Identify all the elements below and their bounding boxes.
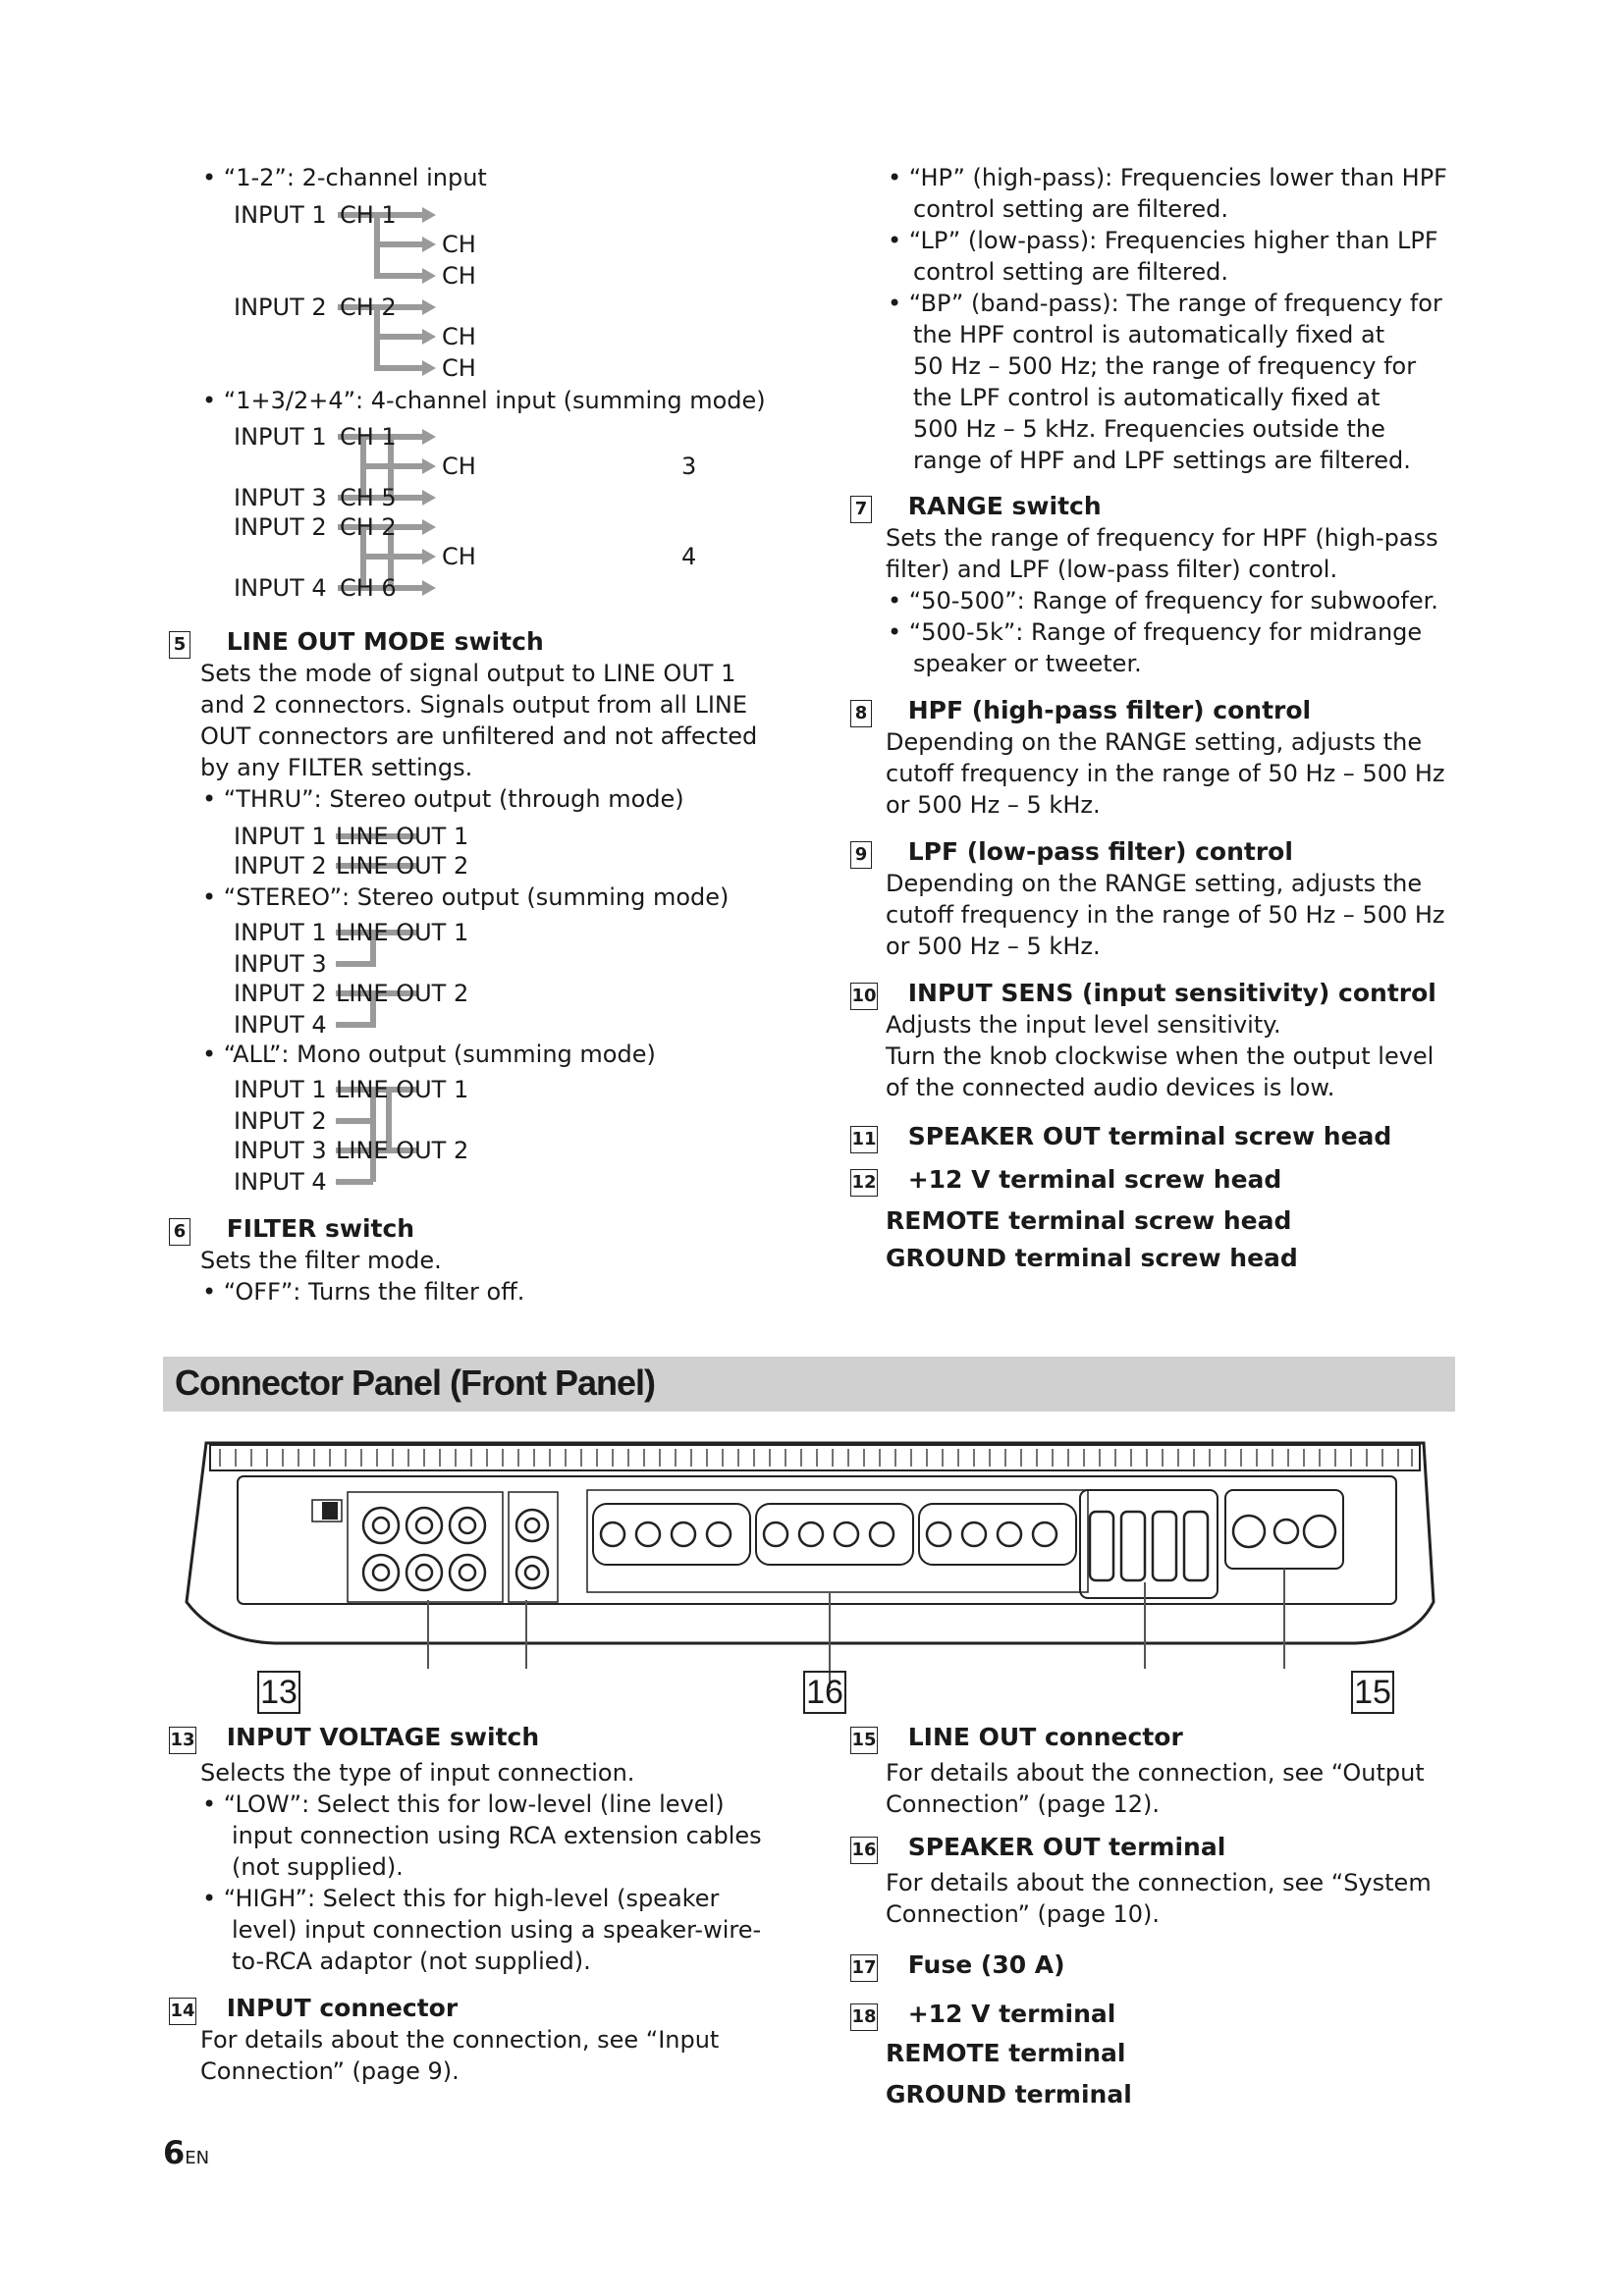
diag2-input2: INPUT 2 [234,513,327,541]
section-18-heading [850,1999,1115,2031]
bullet-all: • “ALL”: Mono output (summing mode) [202,1039,656,1070]
page-number-value: 6 [163,2134,186,2171]
section-number-6: 6 [169,1218,190,1246]
all-lineout2: LINE OUT 2 [336,1137,469,1164]
bullet-off: • “OFF”: Turns the filter off. [202,1276,524,1308]
section-12-title: +12 V terminal screw head [907,1165,1282,1194]
section-8-heading [850,695,1311,727]
thru-lineout2: LINE OUT 2 [336,852,469,880]
s7-b2-line2: speaker or tweeter. [913,650,1142,677]
s13-line1: Selects the type of input connection. [200,1759,635,1787]
diagram-thru [226,815,540,883]
section-10-heading [850,978,1436,1010]
all-lineout1: LINE OUT 1 [336,1076,469,1103]
section-15-title: LINE OUT connector [907,1723,1183,1751]
s5-line1: Sets the mode of signal output to LINE OUT 1 [200,660,736,687]
section-number-15: 15 [850,1727,878,1754]
bullet-500-5k: • “500-5k”: Range of frequency for midrange [888,616,1422,648]
diag2-input4: INPUT 4 [234,574,327,602]
diag2-ch1: CH 1 [340,423,397,451]
diag1-ch2: CH 2 [340,294,397,321]
s8-line2: cutoff frequency in the range of 50 Hz – 500 Hz [886,760,1445,787]
section-6-heading [169,1213,414,1246]
section-number-7: 7 [850,496,872,523]
bullet-low: • “LOW”: Select this for low-level (line level) [202,1789,725,1820]
bullet-stereo: • “STEREO”: Stereo output (summing mode) [202,881,729,913]
s5-line4: by any FILTER settings. [200,754,473,781]
diag1-ch-c: CH [442,323,476,350]
s16-line2: Connection” (page 10). [886,1900,1161,1928]
s18-remote: REMOTE terminal [886,2039,1126,2067]
section-number-5: 5 [169,631,190,659]
callout-15: 15 [1351,1671,1394,1714]
section-5-title: LINE OUT MODE switch [226,627,544,656]
low-line2: input connection using RCA extension cables [232,1822,762,1849]
section-5-heading [169,626,544,659]
section-6-title: FILTER switch [226,1214,415,1243]
bp-line6: range of HPF and LPF settings are filtered. [913,447,1411,474]
s10-line1: Adjusts the input level sensitivity. [886,1011,1281,1039]
section-number-13: 13 [169,1727,196,1754]
section-10-title: INPUT SENS (input sensitivity) control [907,979,1436,1007]
diagram-all [226,1068,540,1196]
s14-line1: For details about the connection, see “Input [200,2026,720,2054]
diag2-num3: 3 [681,453,697,480]
diagram-4-channel-summing [226,415,736,612]
section-number-11: 11 [850,1126,878,1153]
s10-line3: of the connected audio devices is low. [886,1074,1335,1101]
section-number-18: 18 [850,2003,878,2031]
all-input3: INPUT 3 [234,1137,327,1164]
diag1-ch1: CH 1 [340,201,397,229]
stereo-input1: INPUT 1 [234,919,327,946]
section-17-heading [850,1949,1065,1982]
page-number [163,2134,209,2171]
s9-line2: cutoff frequency in the range of 50 Hz – 500 Hz [886,901,1445,929]
diag2-input3: INPUT 3 [234,484,327,511]
section-18-title: +12 V terminal [907,2000,1116,2028]
section-14-heading [169,1993,458,2025]
section-9-title: LPF (low-pass filter) control [907,837,1293,866]
stereo-input3: INPUT 3 [234,950,327,978]
banner-title: Connector Panel (Front Panel) [175,1362,656,1403]
s15-line1: For details about the connection, see “Output [886,1759,1425,1787]
diag2-ch-b: CH [442,543,476,570]
section-number-16: 16 [850,1837,878,1864]
diag1-ch-b: CH [442,262,476,290]
s5-line2: and 2 connectors. Signals output from all LINE [200,691,748,719]
section-number-14: 14 [169,1998,196,2025]
all-input2: INPUT 2 [234,1107,327,1135]
section-11-heading [850,1121,1391,1153]
bullet-50-500: • “50-500”: Range of frequency for subwoofer. [888,585,1438,616]
section-11-title: SPEAKER OUT terminal screw head [907,1122,1392,1150]
s8-line3: or 500 Hz – 5 kHz. [886,791,1101,819]
high-line2: level) input connection using a speaker-wire- [232,1916,762,1944]
diag2-input1: INPUT 1 [234,423,327,451]
diag2-ch-a: CH [442,453,476,480]
bp-line4: the LPF control is automatically fixed at [913,384,1380,411]
diagram-stereo [226,911,540,1039]
section-14-title: INPUT connector [226,1994,459,2022]
diagram-2-channel-input [226,191,520,388]
s9-line3: or 500 Hz – 5 kHz. [886,933,1101,960]
thru-lineout1: LINE OUT 1 [336,823,469,850]
section-number-17: 17 [850,1954,878,1982]
lp-line2: control setting are filtered. [913,258,1229,286]
bp-line3: 50 Hz – 500 Hz; the range of frequency for [913,352,1417,380]
s8-line1: Depending on the RANGE setting, adjusts the [886,728,1423,756]
diag1-ch-a: CH [442,231,476,258]
section-7-title: RANGE switch [907,492,1102,520]
section-16-title: SPEAKER OUT terminal [907,1833,1226,1861]
s5-line3: OUT connectors are unfiltered and not affected [200,722,758,750]
stereo-lineout2: LINE OUT 2 [336,980,469,1007]
section-12-heading [850,1164,1281,1197]
s6-line1: Sets the filter mode. [200,1247,442,1274]
section-banner [163,1357,1455,1412]
diag2-ch6: CH 6 [340,574,397,602]
stereo-input2: INPUT 2 [234,980,327,1007]
callout-16: 16 [803,1671,846,1714]
s15-line2: Connection” (page 12). [886,1790,1161,1818]
bullet-hp: • “HP” (high-pass): Frequencies lower than HPF [888,162,1447,193]
section-13-heading [169,1722,539,1754]
s18-ground: GROUND terminal [886,2080,1132,2109]
bullet-thru: • “THRU”: Stereo output (through mode) [202,783,684,815]
stereo-lineout1: LINE OUT 1 [336,919,469,946]
s16-line1: For details about the connection, see “System [886,1869,1432,1896]
bullet-lp: • “LP” (low-pass): Frequencies higher than LPF [888,225,1438,256]
diag1-input1: INPUT 1 [234,201,327,229]
diag2-ch5: CH 5 [340,484,397,511]
section-number-9: 9 [850,841,872,869]
bullet-high: • “HIGH”: Select this for high-level (speaker [202,1883,719,1914]
section-8-title: HPF (high-pass filter) control [907,696,1312,724]
diag2-ch2: CH 2 [340,513,397,541]
hp-line2: control setting are filtered. [913,195,1229,223]
section-16-heading [850,1832,1225,1864]
section-15-heading [850,1722,1183,1754]
s7-line1: Sets the range of frequency for HPF (high-pass [886,524,1438,552]
bullet-1-2: • “1-2”: 2-channel input [202,162,487,193]
s12-remote: REMOTE terminal screw head [886,1206,1292,1235]
section-9-heading [850,836,1293,869]
s9-line1: Depending on the RANGE setting, adjusts the [886,870,1423,897]
section-17-title: Fuse (30 A) [907,1950,1065,1979]
s10-line2: Turn the knob clockwise when the output level [886,1042,1435,1070]
page-number-suffix: EN [185,2148,210,2168]
section-number-12: 12 [850,1169,878,1197]
s14-line2: Connection” (page 9). [200,2057,460,2085]
bp-line5: 500 Hz – 5 kHz. Frequencies outside the [913,415,1385,443]
section-7-heading [850,491,1102,523]
section-number-8: 8 [850,700,872,727]
section-13-title: INPUT VOLTAGE switch [226,1723,540,1751]
all-input1: INPUT 1 [234,1076,327,1103]
bullet-1324: • “1+3/2+4”: 4-channel input (summing mode) [202,385,766,416]
section-number-10: 10 [850,983,878,1010]
diag1-input2: INPUT 2 [234,294,327,321]
stereo-input4: INPUT 4 [234,1011,327,1039]
s7-line2: filter) and LPF (low-pass filter) control. [886,556,1338,583]
diag2-num4: 4 [681,543,697,570]
bp-line2: the HPF control is automatically fixed at [913,321,1385,348]
diag1-ch-d: CH [442,354,476,382]
s12-ground: GROUND terminal screw head [886,1244,1298,1272]
low-line3: (not supplied). [232,1853,404,1881]
callout-13: 13 [257,1671,300,1714]
all-input4: INPUT 4 [234,1168,327,1196]
high-line3: to-RCA adaptor (not supplied). [232,1948,591,1975]
thru-input1: INPUT 1 [234,823,327,850]
bullet-bp: • “BP” (band-pass): The range of frequency for [888,288,1442,319]
thru-input2: INPUT 2 [234,852,327,880]
